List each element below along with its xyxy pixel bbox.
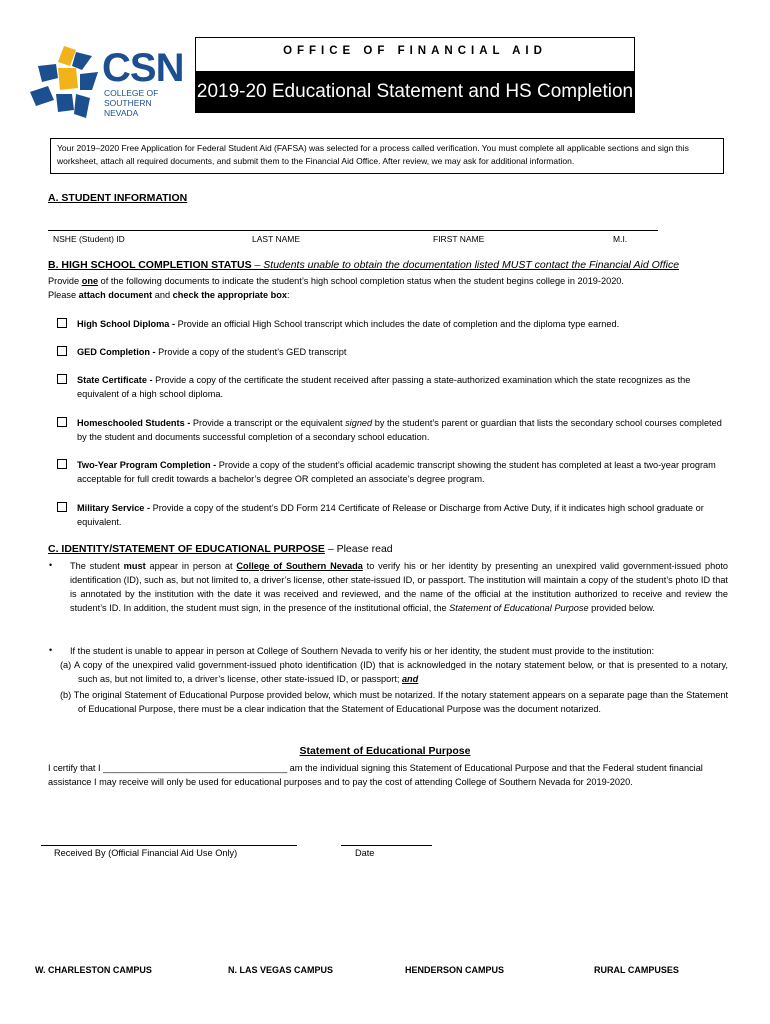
page-title: 2019-20 Educational Statement and HS Completion — [196, 71, 634, 112]
instr-text: of the following documents to indicate the student’s high school completion status when the student begins college in 2019-2020. — [98, 276, 624, 286]
section-c-title: C. IDENTITY/STATEMENT OF EDUCATIONAL PURPOSE — [48, 543, 325, 555]
campus-rural: RURAL CAMPUSES — [594, 965, 679, 975]
hs-diploma-checkbox[interactable] — [57, 318, 67, 328]
homeschool-option — [77, 416, 727, 444]
p1-text: provided below. — [588, 603, 655, 613]
instr-text: Please — [48, 290, 79, 300]
instr-text: and — [152, 290, 173, 300]
section-c-paragraph-2: If the student is unable to appear in person at College of Southern Nevada to verify his or her identity, the student must provide to the institution: — [70, 646, 655, 656]
two-year-checkbox[interactable] — [57, 459, 67, 469]
military-checkbox[interactable] — [57, 502, 67, 512]
option-label: Homeschooled Students - — [77, 418, 193, 428]
two-year-option — [77, 458, 727, 486]
csn-star-icon — [28, 40, 106, 124]
section-b-instructions — [48, 274, 738, 302]
section-c-item-a — [60, 658, 728, 686]
option-text: Provide a transcript or the equivalent — [192, 418, 346, 428]
option-label: High School Diploma - — [77, 319, 178, 329]
option-text: Provide a copy of the student’s GED transcript — [158, 347, 347, 357]
section-b-heading — [48, 259, 738, 271]
option-label: State Certificate - — [77, 375, 156, 385]
item-a-text: (a) A copy of the unexpired valid government-issued photo identification (ID) that is acknowledged in the notary statement below, or that is presented to a notary, such as, but not limited to, a driver’s license, other state-issued ID, or passport; — [60, 660, 728, 684]
p1-text: appear in person at — [145, 561, 237, 571]
statement-text — [48, 761, 724, 789]
option-text: by the student’s parent or guardian that lists the secondary school courses completed by the student and documents successful completion of a secondary school education. — [77, 418, 722, 442]
item-b-text: (b) The original Statement of Educational Purpose provided below, which must be notarized. If the notary statement appears on a separate page than the Statement of Educational Purpose, there must be a clear indication that the Statement of Educational Purpose was the document notarized. — [60, 690, 728, 714]
p1-must: must — [123, 561, 146, 571]
military-option — [77, 501, 727, 529]
section-c-note: – Please read — [324, 543, 393, 555]
ged-option — [77, 345, 727, 359]
instr-text: Provide — [48, 276, 82, 286]
p1-statement: Statement of Educational Purpose — [449, 603, 589, 613]
instr-text: : — [286, 290, 290, 300]
option-text: Provide a copy of the certificate the student received after passing a state-authorized examination which the state recognizes as the equivalent of a high school diploma. — [77, 375, 691, 399]
nshe-id-label: NSHE (Student) ID — [53, 234, 125, 244]
statement-heading: Statement of Educational Purpose — [299, 745, 471, 757]
section-c-heading — [48, 543, 393, 555]
instr-check: check the appropriate box — [172, 290, 287, 300]
intro-box: Your 2019–2020 Free Application for Federal Student Aid (FAFSA) was selected for a process called verification. You must complete all applicable sections and sign this worksheet, attach all required documents, and submit them to the Financial Aid Office. After review, we may ask for additional information. — [50, 138, 724, 174]
ged-checkbox[interactable] — [57, 346, 67, 356]
section-c-paragraph-1 — [70, 559, 728, 615]
last-name-label: LAST NAME — [252, 234, 301, 244]
p1-college: College of Southern Nevada — [236, 561, 363, 571]
homeschool-checkbox[interactable] — [57, 417, 67, 427]
instr-one: one — [81, 276, 99, 286]
signature-name-blank[interactable]: ____________________________________ — [103, 763, 288, 773]
csn-logo — [28, 40, 188, 124]
campus-henderson: HENDERSON CAMPUS — [405, 965, 505, 975]
mi-label: M.I. — [613, 234, 628, 244]
office-name: OFFICE OF FINANCIAL AID — [283, 45, 547, 57]
section-b-note: – Students unable to obtain the documentation listed MUST contact the Financial Aid Office — [251, 259, 680, 271]
state-cert-checkbox[interactable] — [57, 374, 67, 384]
state-cert-option — [77, 373, 727, 401]
option-text: Provide an official High School transcript which includes the date of completion and the diploma type earned. — [177, 319, 620, 329]
option-label: Military Service - — [77, 503, 153, 513]
received-by-label: Received By (Official Financial Aid Use Only) — [54, 848, 238, 858]
first-name-label: FIRST NAME — [433, 234, 485, 244]
logo-wordmark: CSN — [102, 46, 184, 90]
instr-attach: attach document — [78, 290, 153, 300]
student-info-line — [48, 230, 658, 231]
option-label: Two-Year Program Completion - — [77, 460, 219, 470]
campus-w-charleston: W. CHARLESTON CAMPUS — [35, 965, 152, 975]
option-text: Provide a copy of the student’s official academic transcript showing the student has completed at least a two-year program acceptable for full credit towards a bachelor’s degree OR completed an associate’s degree program. — [77, 460, 716, 484]
logo-subtitle: COLLEGE OF SOUTHERN NEVADA — [104, 88, 159, 118]
item-a-and: and — [401, 674, 419, 684]
option-label: GED Completion - — [77, 347, 159, 357]
p1-text: to verify his or her identity by presenting an unexpired valid government-issued photo identification (ID), such as, but not limited to, a driver’s license, other state-issued ID, or passport. The institution will maintain a copy of the student’s photo ID that is annotated by the institution with the date it was received and reviewed, and the name of the official at the institution authorized to receive and review the student’s ID. In addition, the student must sign, in the presence of the institutional official, the — [70, 561, 728, 613]
section-b-title: B. HIGH SCHOOL COMPLETION STATUS — [48, 259, 252, 271]
hs-diploma-option — [77, 317, 727, 331]
header-box — [195, 37, 635, 113]
statement-text-b: am the individual signing this Statement of Educational Purpose and that the Federal student financial assistance I may receive will only be used for educational purposes and to pay the cost of attending College of Southern Nevada for 2019-2020. — [48, 763, 703, 787]
section-c-item-b — [60, 688, 728, 716]
p1-text: The student — [70, 561, 124, 571]
statement-text-a: I certify that I — [48, 763, 104, 773]
option-text: Provide a copy of the student’s DD Form 214 Certificate of Release or Discharge from Active Duty, if it indicates high school graduate or equivalent. — [77, 503, 704, 527]
campus-n-las-vegas: N. LAS VEGAS CAMPUS — [228, 965, 334, 975]
date-label: Date — [355, 848, 375, 858]
bullet-icon: • — [49, 645, 53, 655]
section-a-heading: A. STUDENT INFORMATION — [48, 192, 188, 204]
bullet-icon: • — [49, 560, 53, 570]
option-signed: signed — [345, 418, 373, 428]
